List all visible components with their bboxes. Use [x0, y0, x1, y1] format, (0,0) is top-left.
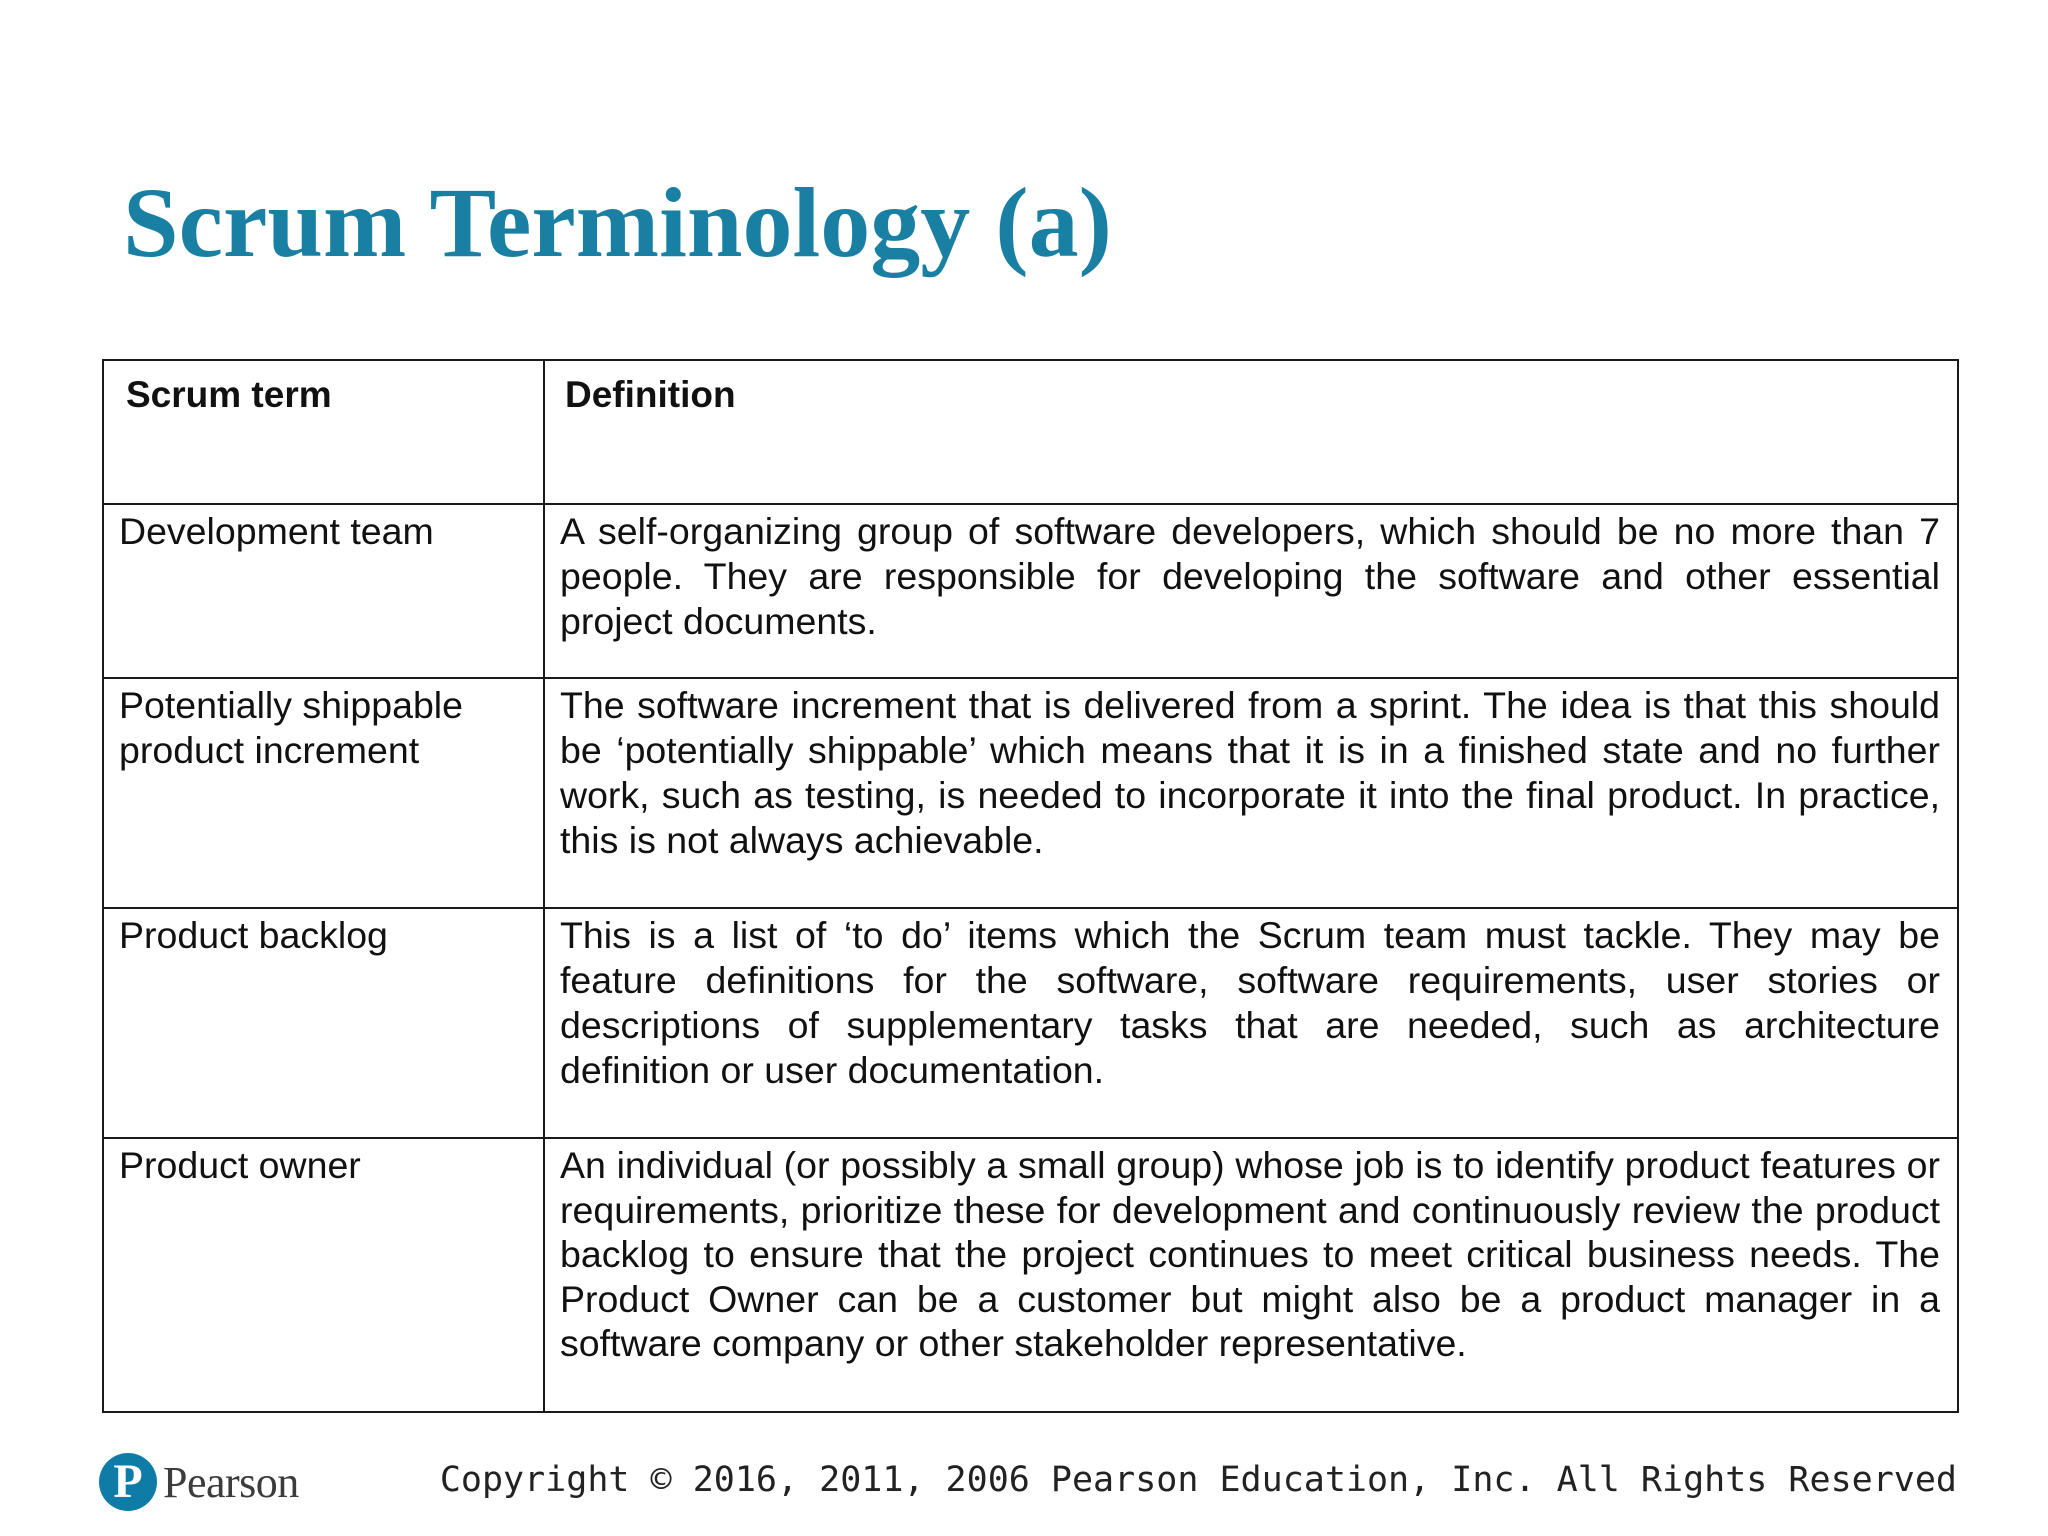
table-row — [103, 504, 1958, 678]
slide-title: Scrum Terminology (a) — [123, 167, 1112, 278]
term-cell: Potentially shippable product increment — [103, 678, 544, 908]
definition-cell: A self-organizing group of software developers, which should be no more than 7 people. They are responsible for developing the software and other essential project documents. — [544, 504, 1958, 678]
term-cell: Development team — [103, 504, 544, 678]
copyright-notice: Copyright © 2016, 2011, 2006 Pearson Education, Inc. All Rights Reserved — [439, 1460, 1957, 1500]
table-row — [103, 1138, 1958, 1412]
header-definition: Definition — [544, 360, 1958, 504]
definition-cell: This is a list of ‘to do’ items which the Scrum team must tackle. They may be feature definitions for the software, software requirements, user stories or descriptions of supplementary tasks that are needed, such as architecture definition or user documentation. — [544, 908, 1958, 1138]
definition-cell: An individual (or possibly a small group) whose job is to identify product features or requirements, prioritize these for development and continuously review the product backlog to ensure that the project continues to meet critical business needs. The Product Owner can be a customer but might also be a product manager in a software company or other stakeholder representative. — [544, 1138, 1958, 1412]
term-cell: Product backlog — [103, 908, 544, 1138]
table-header-row — [103, 360, 1958, 504]
term-cell: Product owner — [103, 1138, 544, 1412]
pearson-logo-icon: P — [99, 1453, 157, 1511]
table-row — [103, 678, 1958, 908]
scrum-terminology-table — [102, 359, 1959, 1413]
table-row — [103, 908, 1958, 1138]
pearson-logo — [99, 1449, 299, 1515]
pearson-logo-text: Pearson — [163, 1457, 299, 1507]
definition-cell: The software increment that is delivered from a sprint. The idea is that this should be ‘potentially shippable’ which means that it is in a finished state and no further work, such as testing, is needed to incorporate it into the final product. In practice, this is not always achievable. — [544, 678, 1958, 908]
header-scrum-term: Scrum term — [103, 360, 544, 504]
